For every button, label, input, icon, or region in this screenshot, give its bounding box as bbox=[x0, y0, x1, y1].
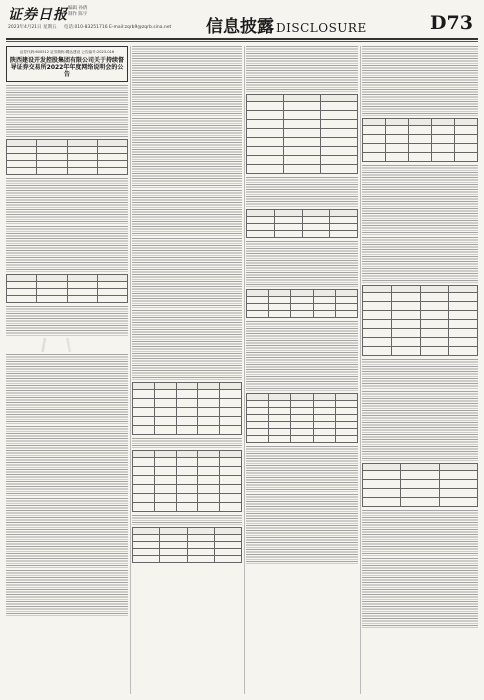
body-text bbox=[132, 238, 242, 308]
section-title-cn: 信息披露 bbox=[206, 17, 274, 37]
designer-name: 制作 陈宇 bbox=[68, 12, 88, 17]
editor-credits bbox=[68, 6, 87, 18]
body-text bbox=[6, 570, 128, 616]
masthead-meta bbox=[8, 24, 177, 30]
body-text bbox=[362, 46, 478, 116]
stock-code-line: 证券代码:600512 证券简称:腾达建设 公告编号:2023-016 bbox=[19, 50, 115, 54]
body-text bbox=[6, 226, 128, 272]
data-table bbox=[132, 382, 242, 435]
body-text bbox=[246, 241, 358, 287]
data-table bbox=[246, 209, 358, 238]
body-text bbox=[362, 237, 478, 283]
data-table bbox=[246, 289, 358, 318]
announcement-title: 陕西建设开发控股集团有限公司关于持续督导证券交易所2022年年度网络说明会的公告 bbox=[9, 57, 124, 78]
page-number: D73 bbox=[430, 12, 473, 34]
column-4 bbox=[362, 46, 478, 694]
body-text bbox=[246, 494, 358, 564]
header-rule-thin bbox=[6, 41, 478, 42]
data-table bbox=[246, 393, 358, 443]
contact-line: 电话:010-83251716 E-mail:zqrb9@zqrb.sina.net bbox=[63, 25, 172, 30]
newspaper-logo: 证券日报 bbox=[8, 7, 68, 23]
body-text bbox=[132, 310, 242, 380]
column-2 bbox=[132, 46, 242, 694]
column-divider bbox=[360, 46, 361, 694]
column-1 bbox=[6, 46, 128, 694]
data-table bbox=[132, 450, 242, 512]
body-text bbox=[132, 190, 242, 236]
data-table bbox=[6, 274, 128, 303]
section-title bbox=[206, 12, 367, 37]
body-text bbox=[246, 446, 358, 492]
body-text bbox=[6, 306, 128, 336]
body-text bbox=[132, 118, 242, 188]
body-text bbox=[246, 46, 358, 92]
body-text bbox=[362, 165, 478, 235]
body-text bbox=[362, 558, 478, 628]
masthead bbox=[0, 0, 484, 44]
body-text bbox=[362, 510, 478, 556]
signature-stamp bbox=[6, 338, 128, 352]
column-divider bbox=[244, 46, 245, 694]
issue-date: 2023年4月21日 星期五 bbox=[8, 25, 57, 30]
column-divider bbox=[130, 46, 131, 694]
body-text bbox=[246, 177, 358, 207]
data-table bbox=[362, 285, 478, 356]
body-text bbox=[362, 359, 478, 389]
editor-name: 编辑 孙倩 bbox=[68, 6, 88, 11]
body-text bbox=[6, 498, 128, 568]
body-text bbox=[6, 426, 128, 496]
body-text bbox=[132, 515, 242, 525]
data-table bbox=[6, 139, 128, 175]
body-text bbox=[6, 85, 128, 115]
announcement-header bbox=[6, 46, 128, 82]
body-text bbox=[6, 354, 128, 424]
data-table bbox=[246, 94, 358, 174]
body-text bbox=[362, 391, 478, 461]
body-text bbox=[6, 178, 128, 224]
header-rule-thick bbox=[6, 38, 478, 40]
data-table bbox=[132, 527, 242, 563]
data-table bbox=[362, 463, 478, 507]
column-3 bbox=[246, 46, 358, 694]
body-text bbox=[246, 321, 358, 391]
body-text bbox=[132, 46, 242, 116]
body-text bbox=[6, 117, 128, 137]
data-table bbox=[362, 118, 478, 162]
body-text bbox=[132, 438, 242, 448]
section-title-en: DISCLOSURE bbox=[276, 21, 367, 35]
